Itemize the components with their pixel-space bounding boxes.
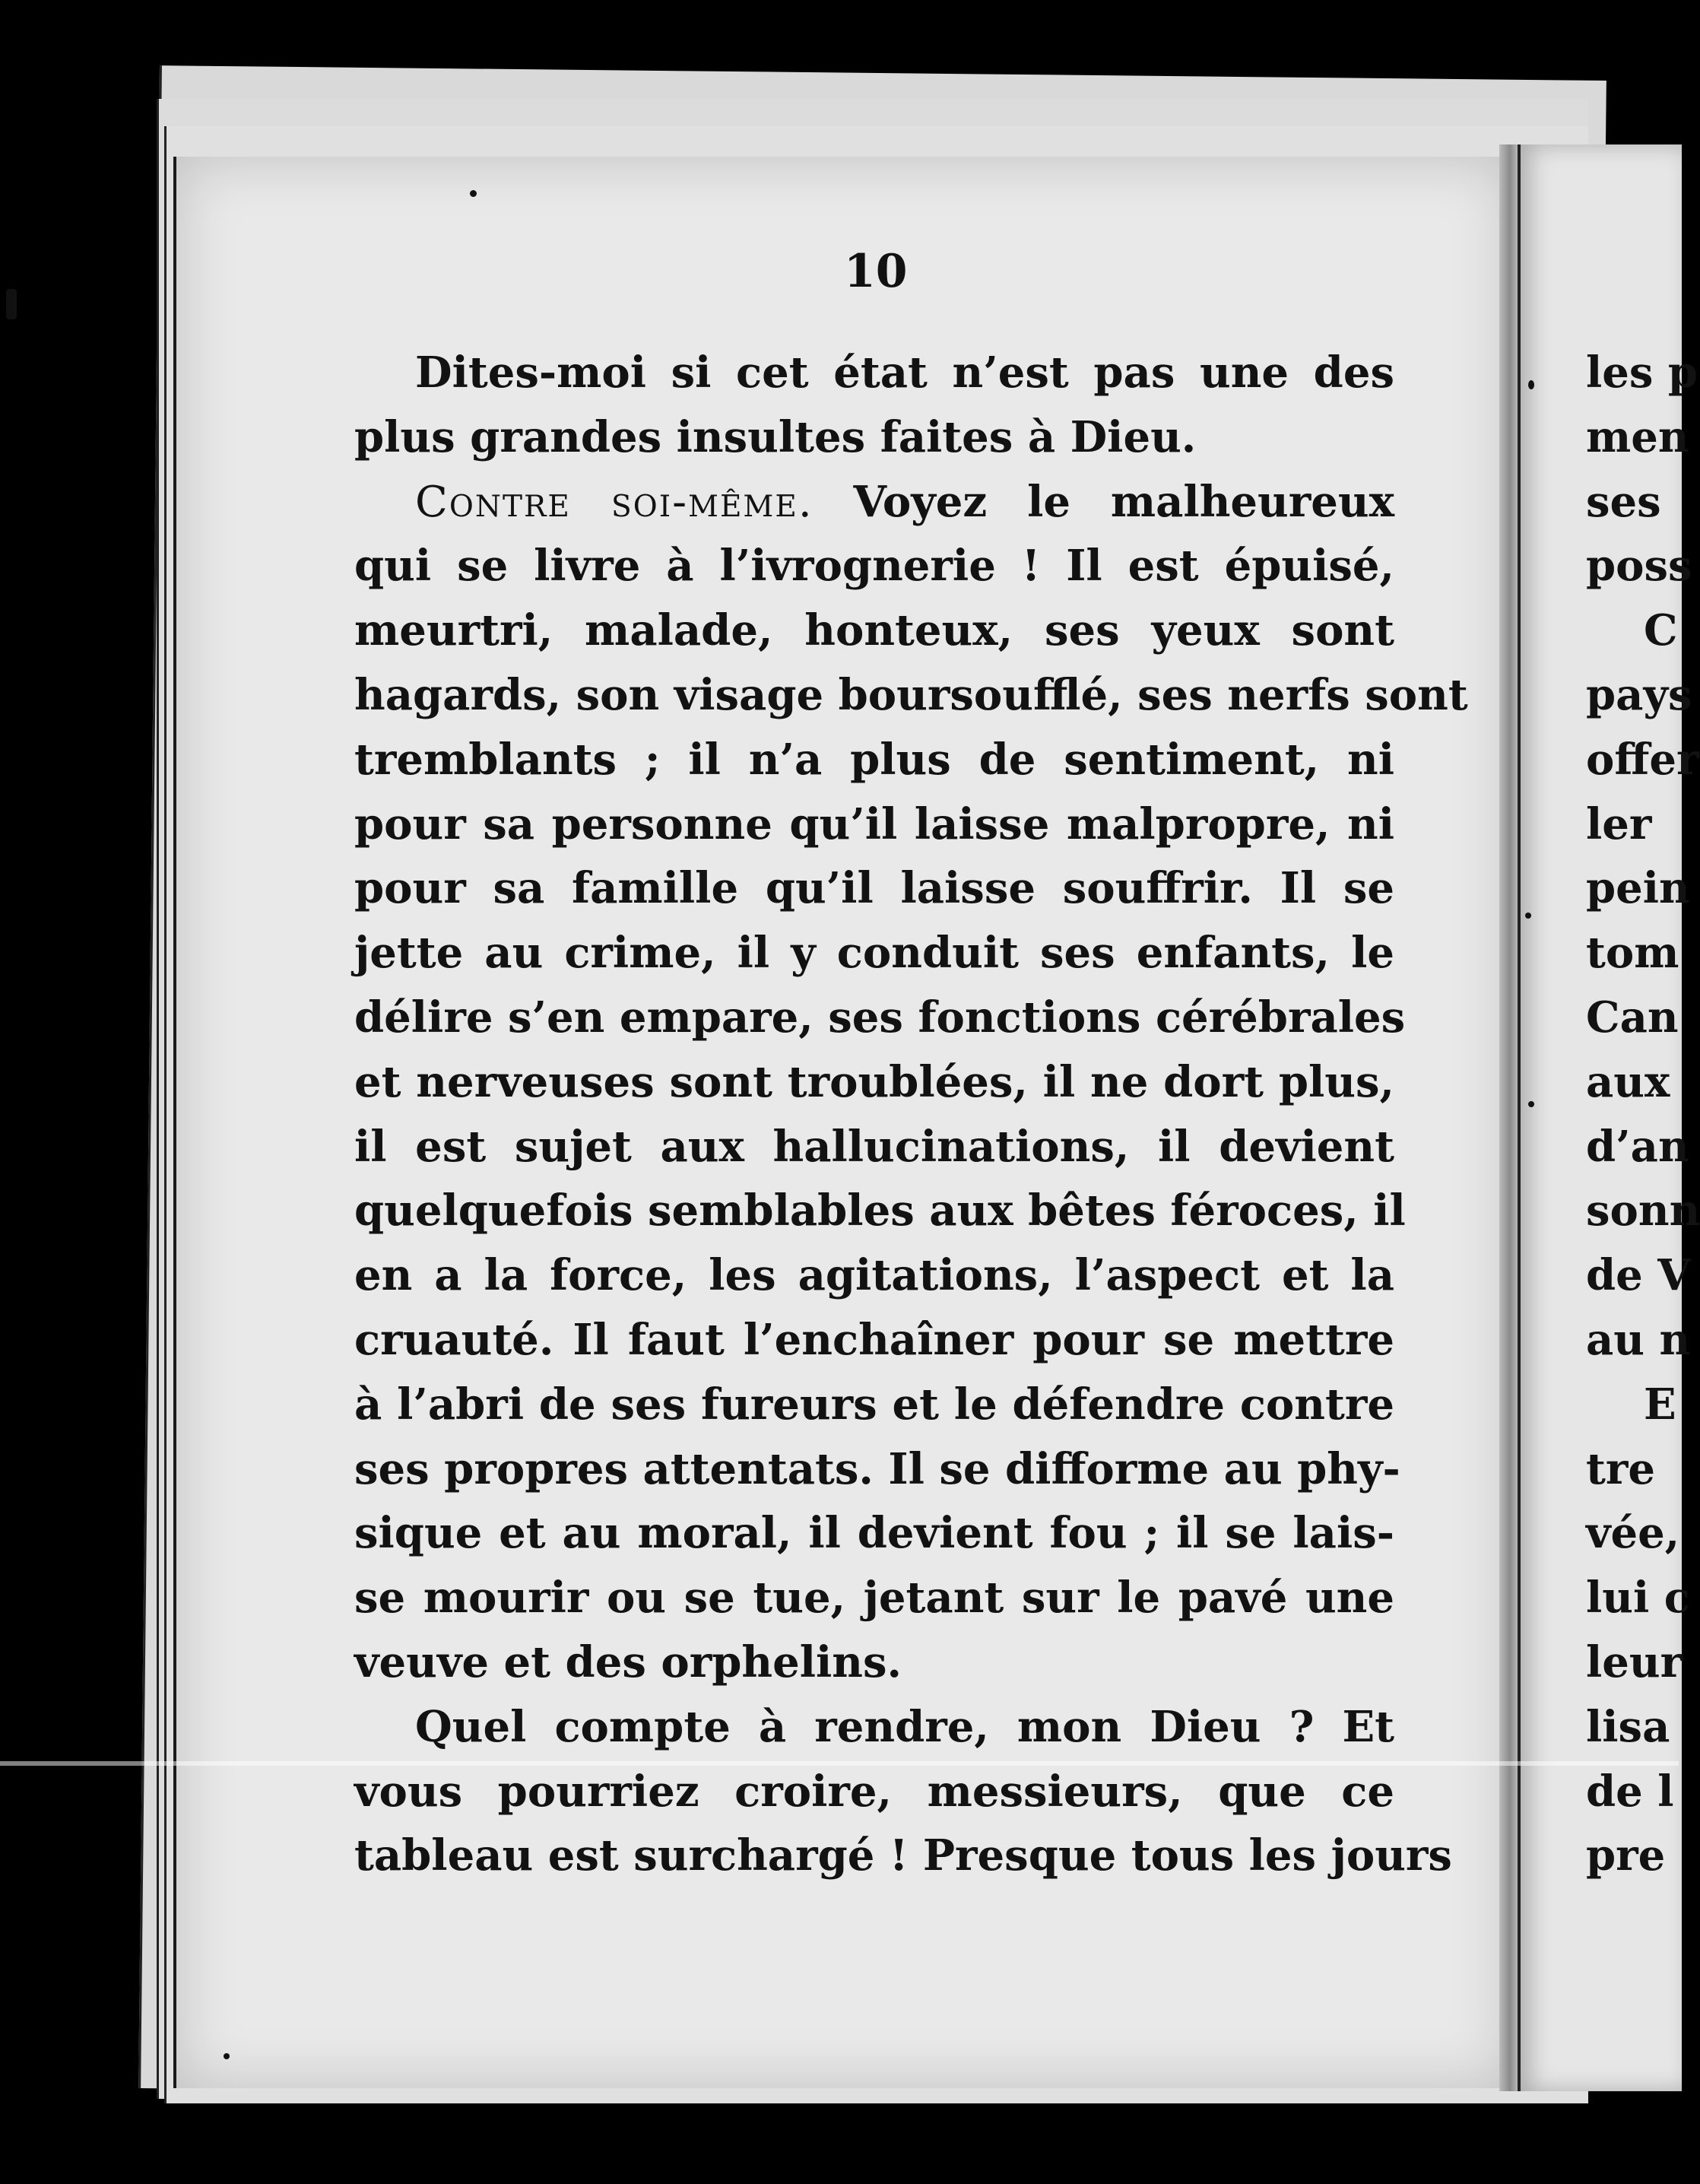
- text-fragment: pein: [1586, 863, 1690, 914]
- text-line: pour sa famille qu’il laisse souffrir. Il se: [354, 863, 1394, 914]
- text-line: Dites-moi si cet état n’est pas une des: [415, 348, 1394, 398]
- scan-speck: [224, 2053, 230, 2059]
- scan-speck: [470, 190, 477, 197]
- left-page-text: [354, 341, 1468, 1888]
- text-line: pour sa personne qu’il laisse malpropre, ni: [354, 798, 1394, 849]
- text-line: jette au crime, il y conduit ses enfants, le: [354, 928, 1394, 979]
- text-fragment: E: [1644, 1379, 1676, 1430]
- text-fragment: Can: [1586, 992, 1679, 1043]
- text-line: sique et au moral, il devient fou ; il se lais-: [354, 1508, 1394, 1559]
- section-heading: Contre soi-même.: [415, 477, 814, 527]
- text-fragment: vée,: [1586, 1508, 1680, 1559]
- scan-speck: [6, 289, 17, 319]
- text-fragment: ler: [1586, 798, 1652, 849]
- text-line: quelquefois semblables aux bêtes féroces, il: [354, 1186, 1406, 1236]
- text-fragment: sonn: [1586, 1186, 1700, 1236]
- scan-speck: [1528, 380, 1534, 389]
- text-line: meurtri, malade, honteux, ses yeux sont: [354, 605, 1394, 656]
- text-line: en a la force, les agitations, l’aspect et la: [354, 1250, 1394, 1301]
- text-fragment: men: [1586, 411, 1689, 462]
- text-fragment: poss: [1586, 541, 1692, 592]
- text-line: Quel compte à rendre, mon Dieu ? Et: [415, 1701, 1394, 1752]
- text-fragment: de l: [1586, 1766, 1674, 1817]
- text-fragment: aux: [1586, 1056, 1670, 1107]
- text-fragment: pre: [1586, 1830, 1666, 1881]
- text-fragment: d’an: [1586, 1121, 1689, 1172]
- text-line: Voyez le malheureux: [853, 476, 1394, 527]
- right-page-text-fragments: [1586, 341, 1700, 1888]
- text-fragment: C: [1644, 605, 1678, 656]
- scan-artifact-band: [0, 1761, 1679, 1766]
- text-line: se mourir ou se tue, jetant sur le pavé une: [354, 1573, 1394, 1624]
- text-fragment: au n: [1586, 1314, 1691, 1365]
- text-line: vous pourriez croire, messieurs, que ce: [354, 1766, 1394, 1817]
- text-line: plus grandes insultes faites à Dieu.: [354, 411, 1197, 462]
- text-fragment: pays: [1586, 669, 1692, 720]
- text-fragment: de V: [1586, 1250, 1691, 1301]
- text-line: cruauté. Il faut l’enchaîner pour se mettre: [354, 1314, 1394, 1365]
- text-fragment: tre: [1586, 1443, 1655, 1494]
- text-line: veuve et des orphelins.: [354, 1636, 902, 1687]
- text-line: il est sujet aux hallucinations, il devient: [354, 1121, 1394, 1172]
- text-fragment: ses: [1586, 476, 1661, 527]
- text-line: délire s’en empare, ses fonctions cérébrales: [354, 992, 1406, 1043]
- text-fragment: les p: [1586, 348, 1698, 398]
- text-line: tremblants ; il n’a plus de sentiment, ni: [354, 734, 1394, 785]
- text-line: tableau est surchargé ! Presque tous les jours: [354, 1830, 1452, 1881]
- text-line: et nerveuses sont troublées, il ne dort plus,: [354, 1056, 1394, 1107]
- scan-speck: [1525, 913, 1531, 919]
- text-fragment: lui c: [1586, 1573, 1690, 1624]
- section-heading-line: [354, 470, 1394, 535]
- text-line: à l’abri de ses fureurs et le défendre contre: [354, 1379, 1394, 1430]
- text-line: ses propres attentats. Il se difforme au phy-: [354, 1443, 1400, 1494]
- text-fragment: lisa: [1586, 1701, 1670, 1752]
- text-fragment: tom: [1586, 928, 1679, 979]
- scan-speck: [1528, 1101, 1534, 1107]
- text-fragment: offer: [1586, 734, 1699, 785]
- text-line: hagards, son visage boursoufflé, ses nerfs sont: [354, 669, 1468, 720]
- text-line: qui se livre à l’ivrognerie ! Il est épuisé,: [354, 541, 1394, 592]
- page-number: 10: [844, 245, 908, 298]
- text-fragment: leur: [1586, 1636, 1683, 1687]
